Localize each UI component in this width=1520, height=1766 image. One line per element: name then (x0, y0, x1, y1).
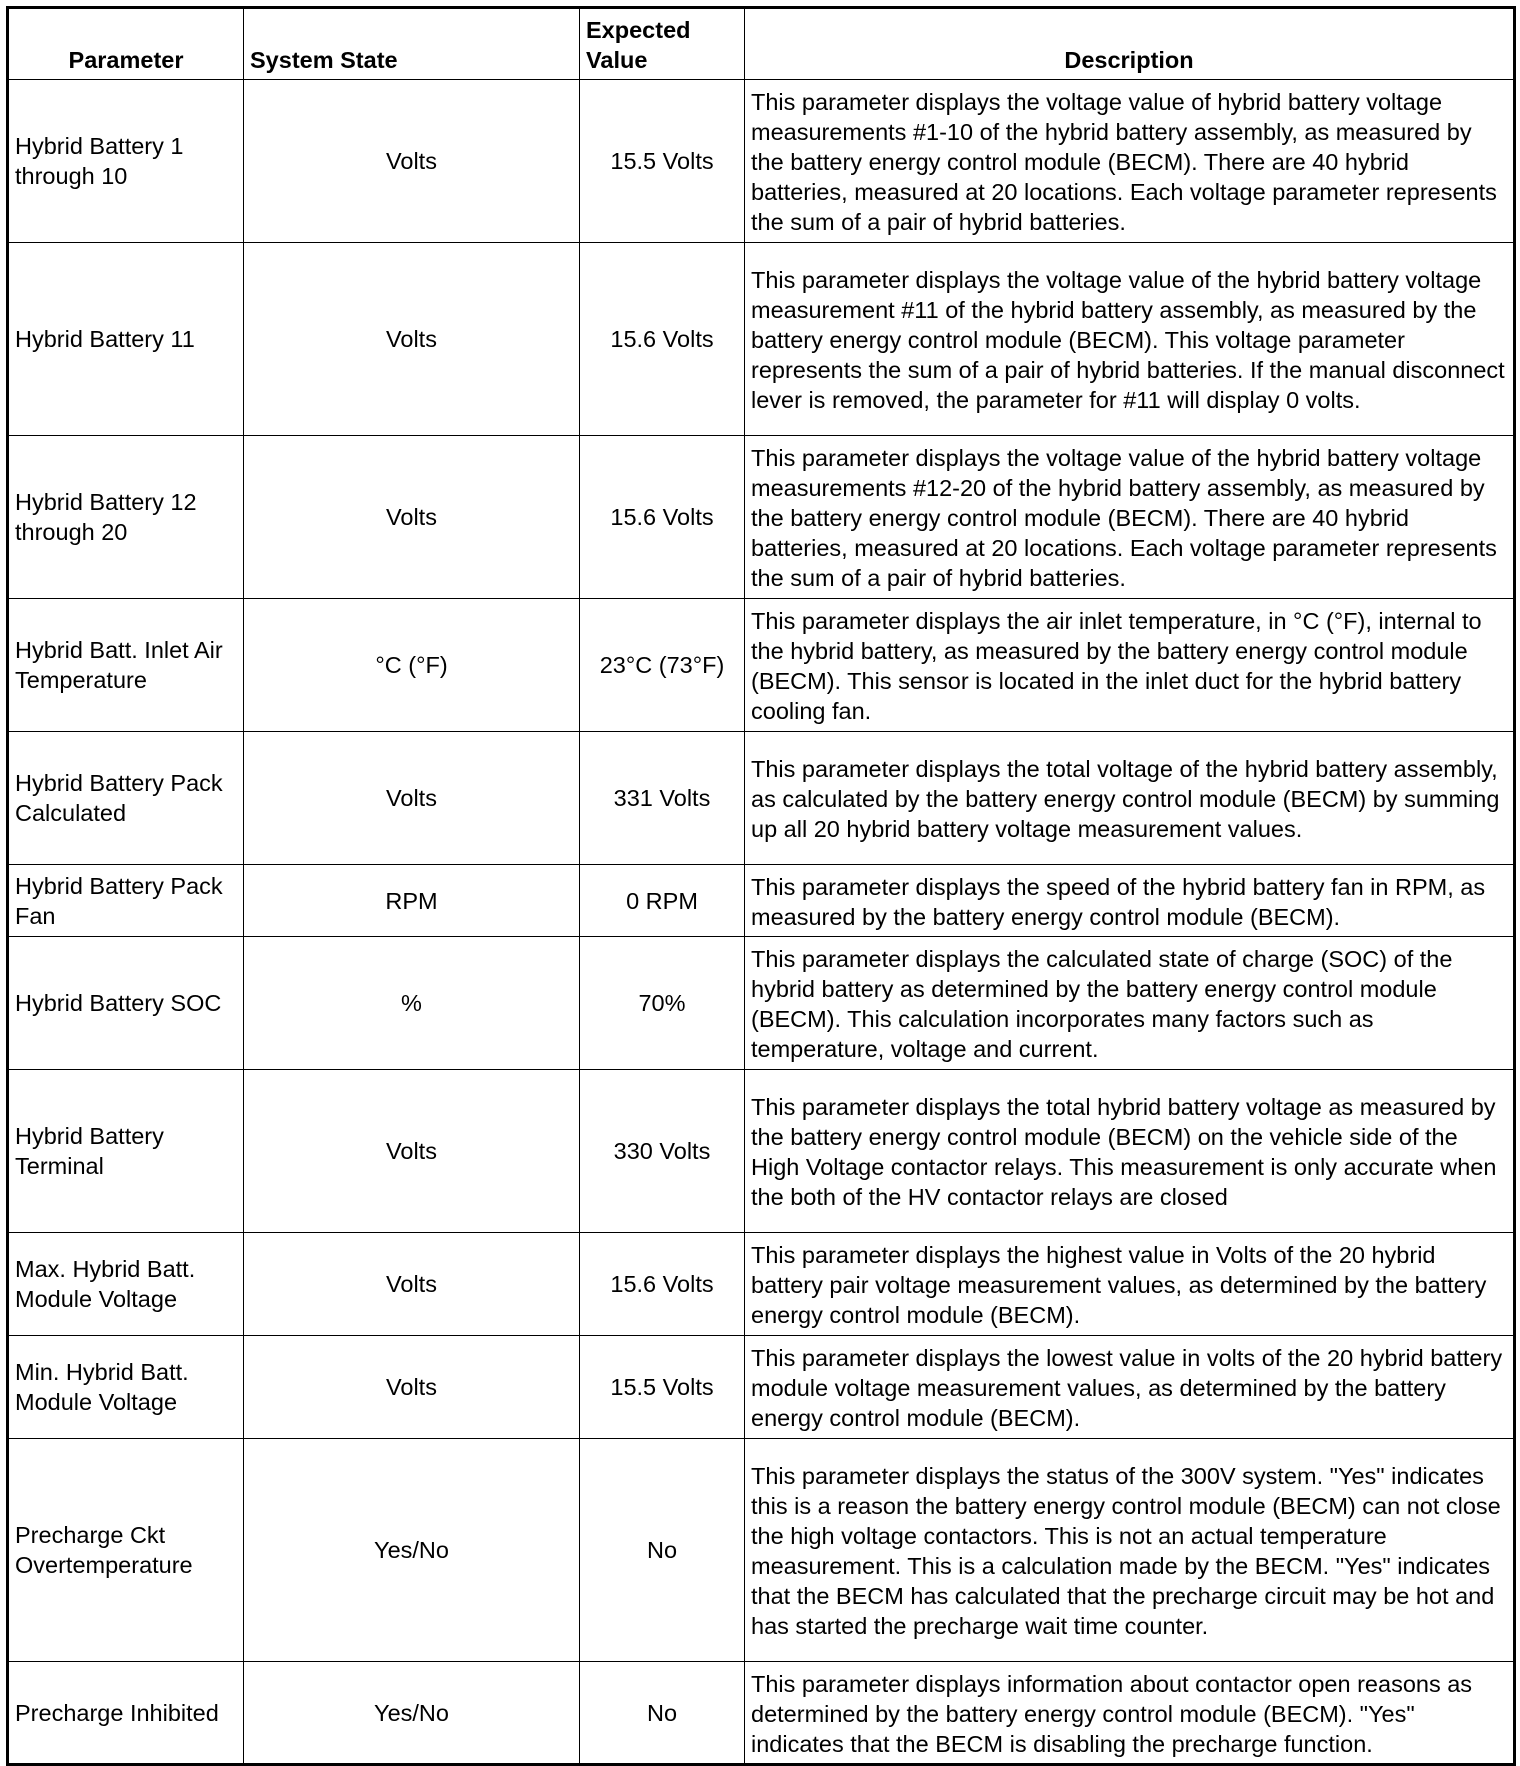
cell-expected-value: No (580, 1662, 745, 1765)
cell-description: This parameter displays information about contactor open reasons as determined by the battery energy control module (BECM). "Yes" indicates that the BECM is disabling the precharge function. (745, 1662, 1515, 1765)
cell-parameter: Hybrid Battery 12 through 20 (8, 436, 244, 599)
cell-expected-value: No (580, 1439, 745, 1662)
cell-description: This parameter displays the total hybrid battery voltage as measured by the battery energy control module (BECM) on the vehicle side of the High Voltage contactor relays. This measurement is only accurate when the both of the HV contactor relays are closed (745, 1070, 1515, 1233)
cell-system-state: Volts (244, 1336, 580, 1439)
cell-system-state: Volts (244, 1070, 580, 1233)
table-row (8, 1070, 1515, 1233)
cell-parameter: Min. Hybrid Batt. Module Voltage (8, 1336, 244, 1439)
cell-description: This parameter displays the calculated state of charge (SOC) of the hybrid battery as determined by the battery energy control module (BECM). This calculation incorporates many factors such as temperature, voltage and current. (745, 937, 1515, 1070)
table-row (8, 732, 1515, 865)
table-header (8, 8, 1515, 80)
header-row (8, 8, 1515, 80)
header-description: Description (745, 8, 1515, 80)
cell-description: This parameter displays the total voltage of the hybrid battery assembly, as calculated by the battery energy control module (BECM) by summing up all 20 hybrid battery voltage measurement values. (745, 732, 1515, 865)
cell-expected-value: 23°C (73°F) (580, 599, 745, 732)
header-expected-value: Expected Value (580, 8, 745, 80)
cell-description: This parameter displays the voltage value of hybrid battery voltage measurements #1-10 of the hybrid battery assembly, as measured by the battery energy control module (BECM). There are 40 hybrid batteries, measured at 20 locations. Each voltage parameter represents the sum of a pair of hybrid batteries. (745, 80, 1515, 243)
cell-parameter: Max. Hybrid Batt. Module Voltage (8, 1233, 244, 1336)
cell-expected-value: 15.6 Volts (580, 436, 745, 599)
parameter-table-container (6, 6, 1513, 1766)
cell-expected-value: 330 Volts (580, 1070, 745, 1233)
table-row (8, 80, 1515, 243)
table-row (8, 1336, 1515, 1439)
cell-parameter: Precharge Ckt Overtemperature (8, 1439, 244, 1662)
table-row (8, 599, 1515, 732)
cell-system-state: Volts (244, 243, 580, 436)
cell-description: This parameter displays the status of the 300V system. "Yes" indicates this is a reason the battery energy control module (BECM) can not close the high voltage contactors. This is not an actual temperature measurement. This is a calculation made by the BECM. "Yes" indicates that the BECM has calculated that the precharge circuit may be hot and has started the precharge wait time counter. (745, 1439, 1515, 1662)
table-row (8, 937, 1515, 1070)
cell-expected-value: 331 Volts (580, 732, 745, 865)
cell-system-state: Yes/No (244, 1439, 580, 1662)
cell-system-state: Volts (244, 1233, 580, 1336)
header-system-state: System State (244, 8, 580, 80)
cell-expected-value: 15.6 Volts (580, 243, 745, 436)
cell-description: This parameter displays the voltage value of the hybrid battery voltage measurements #12-20 of the hybrid battery assembly, as measured by the battery energy control module (BECM). There are 40 hybrid batteries, measured at 20 locations. Each voltage parameter represents the sum of a pair of hybrid batteries. (745, 436, 1515, 599)
cell-parameter: Hybrid Battery 1 through 10 (8, 80, 244, 243)
cell-expected-value: 0 RPM (580, 865, 745, 937)
cell-parameter: Hybrid Batt. Inlet Air Temperature (8, 599, 244, 732)
cell-parameter: Hybrid Battery Terminal (8, 1070, 244, 1233)
table-body (8, 80, 1515, 1765)
cell-parameter: Precharge Inhibited (8, 1662, 244, 1765)
cell-expected-value: 15.6 Volts (580, 1233, 745, 1336)
table-row (8, 1439, 1515, 1662)
cell-parameter: Hybrid Battery SOC (8, 937, 244, 1070)
cell-system-state: °C (°F) (244, 599, 580, 732)
cell-parameter: Hybrid Battery Pack Fan (8, 865, 244, 937)
header-parameter: Parameter (8, 8, 244, 80)
cell-description: This parameter displays the voltage value of the hybrid battery voltage measurement #11 of the hybrid battery assembly, as measured by the battery energy control module (BECM). This voltage parameter represents the sum of a pair of hybrid batteries. If the manual disconnect lever is removed, the parameter for #11 will display 0 volts. (745, 243, 1515, 436)
cell-system-state: RPM (244, 865, 580, 937)
table-row (8, 865, 1515, 937)
cell-expected-value: 15.5 Volts (580, 80, 745, 243)
table-row (8, 1233, 1515, 1336)
table-row (8, 436, 1515, 599)
cell-system-state: Volts (244, 80, 580, 243)
cell-description: This parameter displays the air inlet temperature, in °C (°F), internal to the hybrid battery, as measured by the battery energy control module (BECM). This sensor is located in the inlet duct for the hybrid battery cooling fan. (745, 599, 1515, 732)
cell-expected-value: 15.5 Volts (580, 1336, 745, 1439)
cell-system-state: % (244, 937, 580, 1070)
cell-description: This parameter displays the lowest value in volts of the 20 hybrid battery module voltage measurement values, as determined by the battery energy control module (BECM). (745, 1336, 1515, 1439)
cell-description: This parameter displays the highest value in Volts of the 20 hybrid battery pair voltage measurement values, as determined by the battery energy control module (BECM). (745, 1233, 1515, 1336)
parameter-table (6, 6, 1516, 1766)
cell-system-state: Yes/No (244, 1662, 580, 1765)
cell-system-state: Volts (244, 436, 580, 599)
cell-system-state: Volts (244, 732, 580, 865)
cell-expected-value: 70% (580, 937, 745, 1070)
cell-description: This parameter displays the speed of the hybrid battery fan in RPM, as measured by the battery energy control module (BECM). (745, 865, 1515, 937)
table-row (8, 1662, 1515, 1765)
table-row (8, 243, 1515, 436)
cell-parameter: Hybrid Battery Pack Calculated (8, 732, 244, 865)
cell-parameter: Hybrid Battery 11 (8, 243, 244, 436)
